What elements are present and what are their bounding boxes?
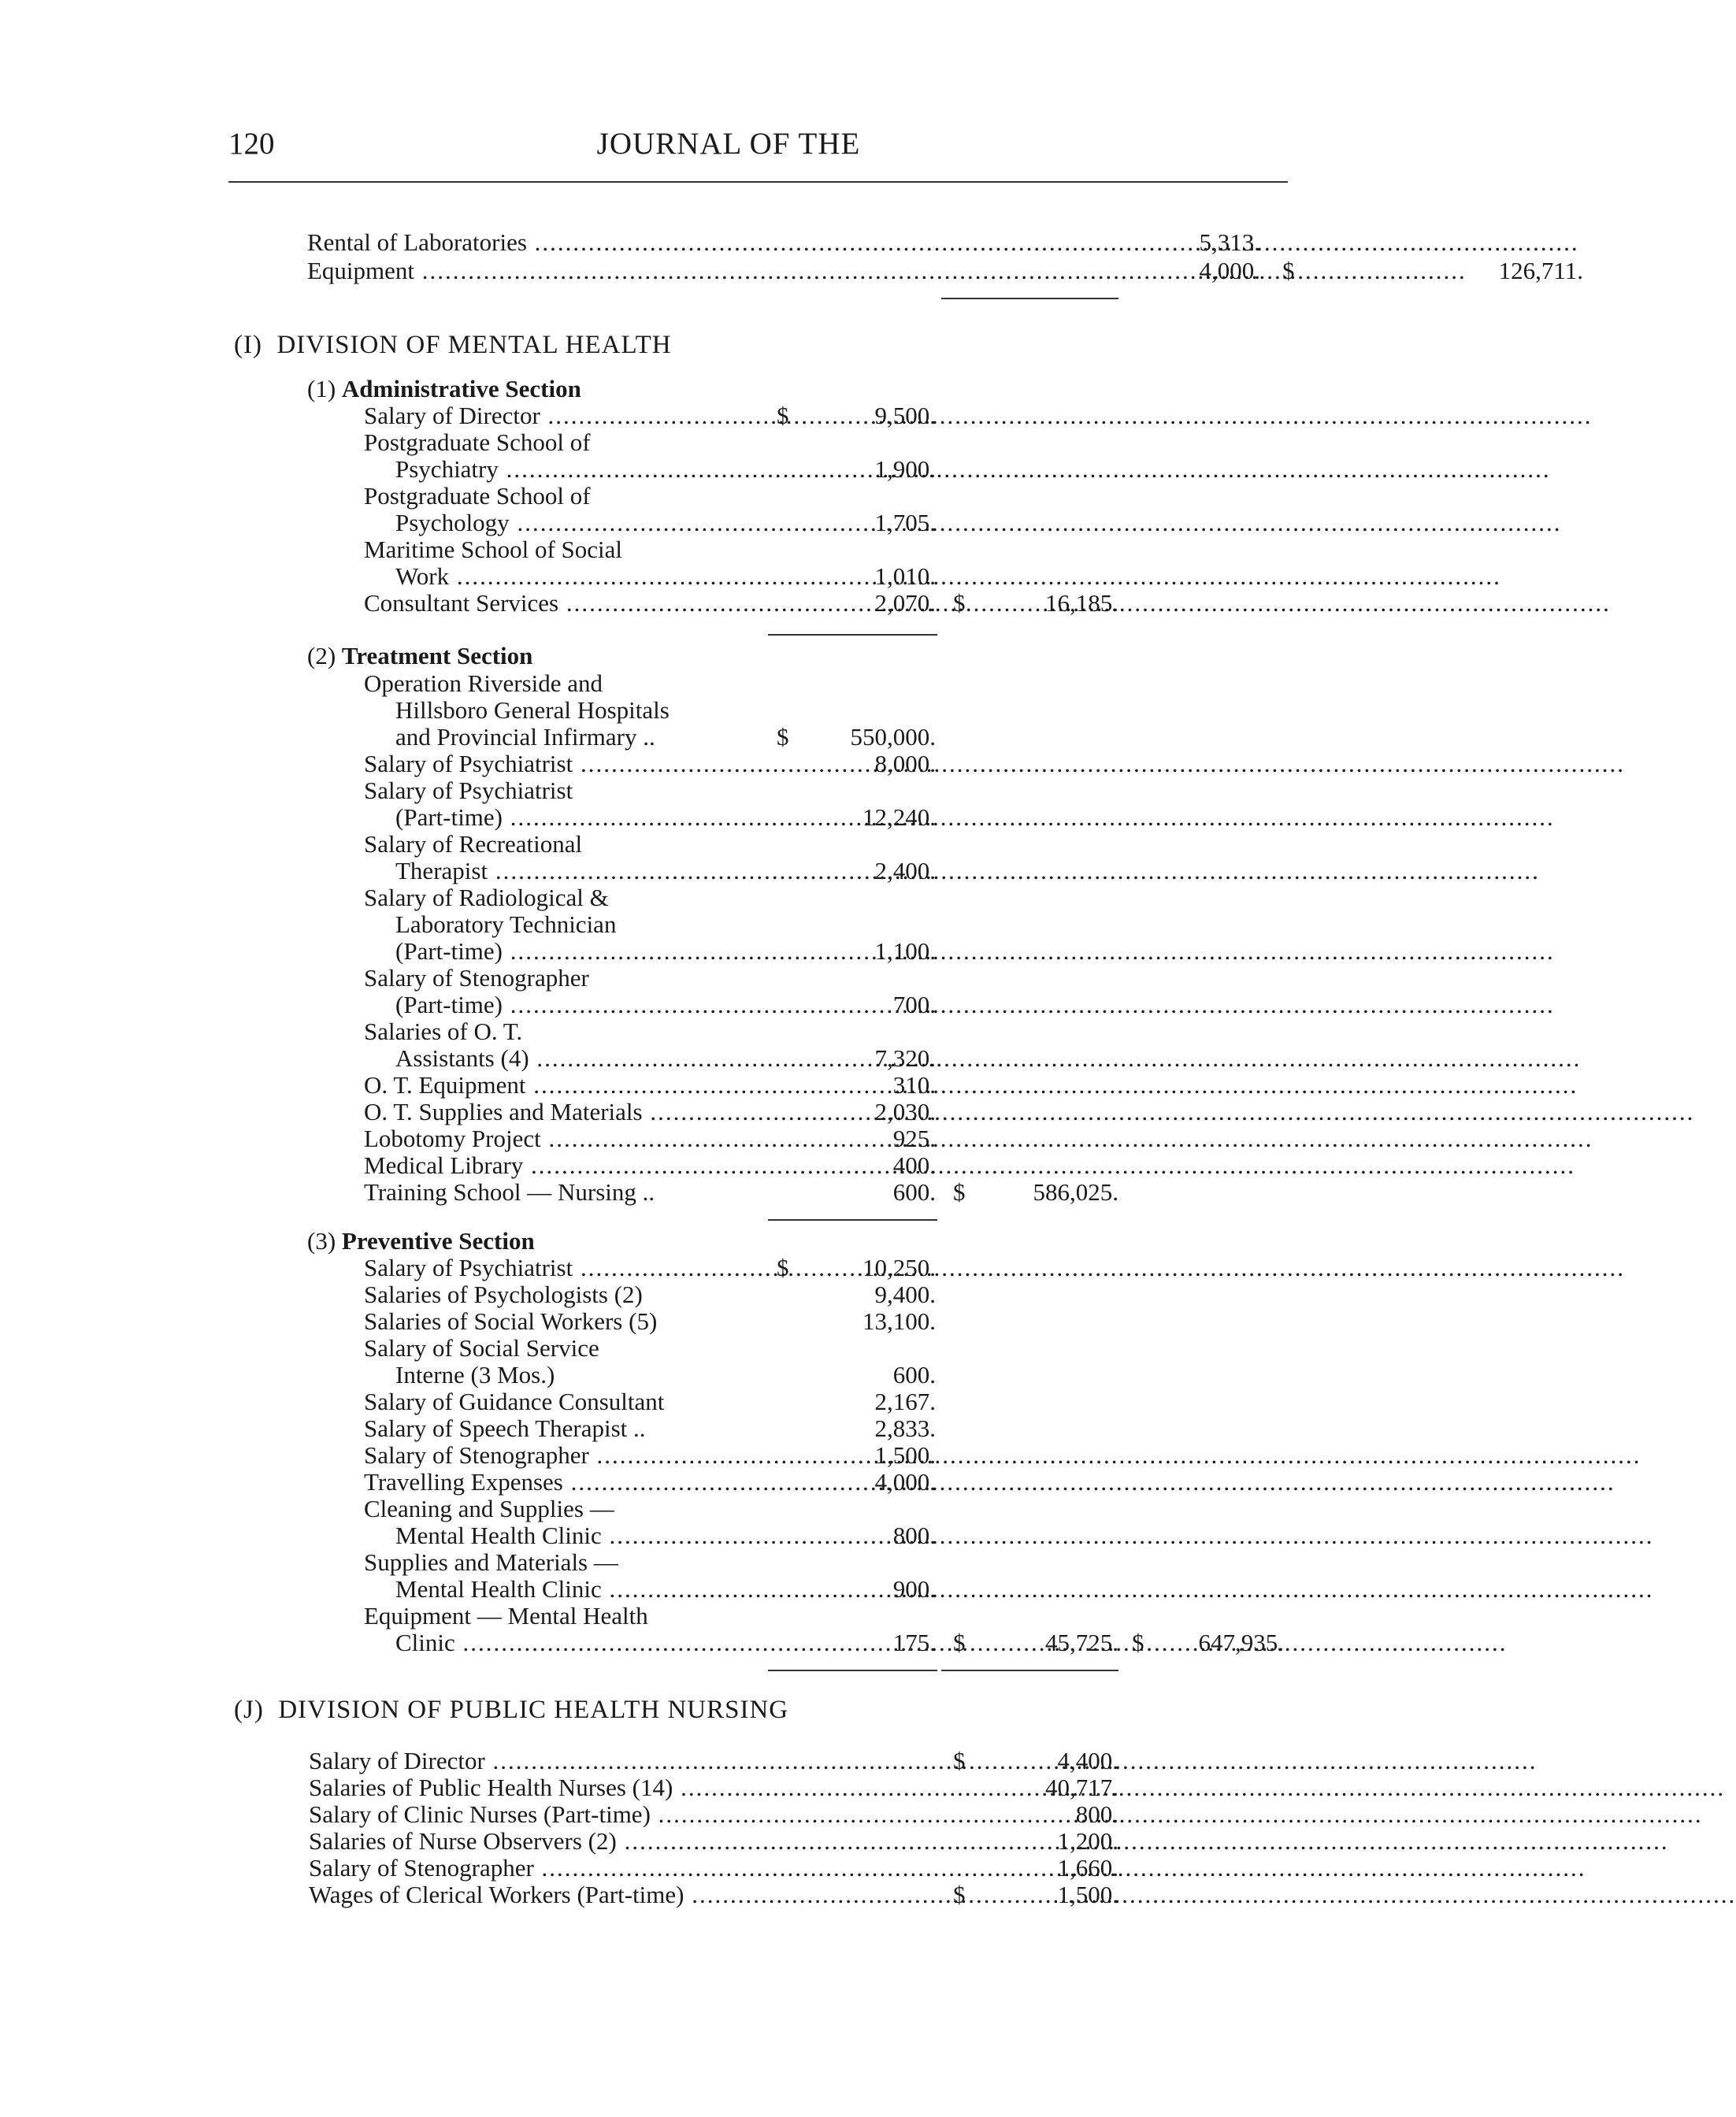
- line-item: [0, 669, 1374, 698]
- line-item-amount: 7,320.: [874, 1044, 936, 1072]
- line-item-label: Salary of Clinic Nurses (Part-time) .....: [309, 1800, 939, 1829]
- division-heading: (J) DIVISION OF PUBLIC HEALTH NURSING: [234, 1696, 789, 1724]
- line-item-amount: 800.: [1075, 1800, 1118, 1828]
- line-item-amount: 2,070.: [874, 589, 936, 617]
- line-item-label: Salary of Psychiatrist .....: [364, 750, 762, 778]
- line-item-label: Hillsboro General Hospitals: [395, 696, 670, 724]
- line-item: [0, 1334, 1374, 1363]
- dollar-sign: $: [953, 1881, 966, 1908]
- line-item-label: Psychiatry .....: [395, 455, 762, 484]
- line-item-label: Salaries of O. T.: [364, 1018, 523, 1045]
- line-item: [0, 750, 1374, 778]
- dollar-sign: $: [953, 589, 966, 617]
- header-rule: [228, 181, 1288, 183]
- line-item-label: Medical Library .....: [364, 1151, 762, 1180]
- line-item: [0, 1441, 1374, 1470]
- line-item-label: Training School — Nursing ..: [364, 1178, 655, 1206]
- line-item: [0, 723, 1374, 751]
- line-item-label: Salary of Stenographer .....: [309, 1854, 939, 1882]
- dollar-sign: $: [953, 1629, 966, 1656]
- line-item: [0, 1414, 1374, 1443]
- line-item-amount: 2,030.: [874, 1098, 936, 1125]
- dollar-sign: $: [953, 1178, 966, 1206]
- line-item-label: Consultant Services .....: [364, 589, 762, 617]
- line-item: [0, 830, 1374, 858]
- line-item-label: Salary of Recreational: [364, 830, 583, 858]
- line-item-label: Maritime School of Social: [364, 536, 623, 563]
- line-item-label: Mental Health Clinic .....: [395, 1522, 773, 1550]
- line-item: [0, 857, 1374, 885]
- line-item-amount: 10,250.: [862, 1254, 936, 1281]
- subtotal-rule: [941, 298, 1118, 299]
- line-item: [0, 964, 1374, 992]
- line-item-label: (Part-time) .....: [395, 937, 762, 966]
- line-item-label: Salary of Psychiatrist: [364, 777, 573, 804]
- line-item: [0, 937, 1374, 966]
- line-item-amount: 9,500.: [874, 402, 936, 429]
- line-item: [0, 1044, 1374, 1073]
- line-item-amount: 550,000.: [850, 723, 936, 751]
- line-item-label: Mental Health Clinic .....: [395, 1575, 773, 1604]
- dollar-sign: $: [777, 1254, 789, 1281]
- line-item: [0, 696, 1374, 725]
- line-item-label: Psychology .....: [395, 509, 762, 537]
- line-item: Equipment ..... 4,000. $ 126,711.: [307, 257, 1276, 285]
- line-item-label: Salary of Radiological &: [364, 884, 609, 911]
- line-item: [0, 1098, 1374, 1126]
- line-item-label: Cleaning and Supplies —: [364, 1495, 614, 1522]
- line-item-label: Salaries of Nurse Observers (2) .....: [309, 1827, 939, 1856]
- line-item-label: Salaries of Psychologists (2): [364, 1281, 643, 1308]
- line-item-label: Salaries of Public Health Nurses (14) .....: [309, 1774, 939, 1802]
- line-item: [0, 803, 1374, 832]
- line-item-label: Postgraduate School of: [364, 428, 591, 456]
- line-item: [0, 1548, 1374, 1577]
- line-item: [0, 1125, 1374, 1153]
- section-heading: (2) Treatment Section: [307, 642, 533, 669]
- line-item-label: Salary of Director .....: [364, 402, 762, 430]
- line-item: [0, 1468, 1374, 1496]
- line-item-amount: 600.: [892, 1361, 936, 1388]
- line-item-amount: 9,400.: [874, 1281, 936, 1308]
- line-item-amount: 1,705.: [874, 509, 936, 536]
- line-item: [0, 402, 1374, 430]
- line-item-amount: 1,660.: [1057, 1854, 1118, 1882]
- line-item-label: Salaries of Social Workers (5): [364, 1307, 658, 1335]
- line-item-amount: 4,400.: [1057, 1747, 1118, 1774]
- line-item: [0, 1281, 1374, 1309]
- line-item-label: Travelling Expenses .....: [364, 1468, 773, 1496]
- line-item-amount: 600.: [892, 1178, 936, 1206]
- line-item-amount: 1,200.: [1057, 1827, 1118, 1855]
- line-item: [0, 1018, 1374, 1046]
- section-heading: (3) Preventive Section: [307, 1227, 535, 1255]
- line-item: [0, 1388, 1374, 1416]
- line-item-label: and Provincial Infirmary ..: [395, 723, 655, 751]
- line-item: [0, 536, 1374, 564]
- section-total: 45,725.: [1045, 1629, 1118, 1656]
- line-item-label: Supplies and Materials —: [364, 1548, 618, 1576]
- line-item-amount: 1,100.: [874, 937, 936, 965]
- section-total: 586,025.: [1033, 1178, 1118, 1206]
- line-item-label: O. T. Equipment .....: [364, 1071, 762, 1099]
- line-item: [0, 1178, 1374, 1207]
- line-item-label: Salary of Guidance Consultant: [364, 1388, 665, 1415]
- line-item-amount: 1,500.: [1057, 1881, 1118, 1908]
- subtotal-rule: [768, 1670, 937, 1671]
- line-item-amount: 8,000.: [874, 750, 936, 777]
- dollar-sign: $: [777, 402, 789, 429]
- line-item: Rental of Laboratories ..... 5,313.: [307, 228, 1276, 257]
- line-item-label: Salary of Director .....: [309, 1747, 939, 1775]
- line-item-label: Salary of Speech Therapist ..: [364, 1414, 646, 1442]
- line-item: [0, 562, 1374, 591]
- line-item-amount: 925.: [892, 1125, 936, 1152]
- line-item: [0, 482, 1374, 510]
- line-item-amount: 400.: [892, 1151, 936, 1179]
- line-item-amount: 13,100.: [862, 1307, 936, 1335]
- line-item-amount: 1,900.: [874, 455, 936, 483]
- line-item: [0, 1307, 1374, 1336]
- line-item: [0, 1881, 1374, 1909]
- line-item-amount: 2,400.: [874, 857, 936, 884]
- line-item-amount: 1,010.: [874, 562, 936, 590]
- line-item-label: Salary of Psychiatrist .....: [364, 1254, 773, 1282]
- line-item: [0, 1151, 1374, 1180]
- line-item-label: Salary of Stenographer: [364, 964, 589, 992]
- line-item-label: Clinic .....: [395, 1629, 773, 1657]
- section-total: 16,185.: [1045, 589, 1118, 617]
- line-item-amount: 175.: [892, 1629, 936, 1656]
- line-item: [0, 1361, 1374, 1389]
- line-item-label: Salary of Stenographer .....: [364, 1441, 773, 1470]
- line-item: [0, 1629, 1374, 1657]
- line-item: [0, 455, 1374, 484]
- line-item-label: Therapist .....: [395, 857, 762, 885]
- line-item-label: Laboratory Technician: [395, 910, 617, 938]
- line-item: [0, 1495, 1374, 1523]
- line-item: [0, 1602, 1374, 1630]
- line-item-amount: 2,167.: [874, 1388, 936, 1415]
- line-item-label: O. T. Supplies and Materials .....: [364, 1098, 762, 1126]
- subtotal-rule: [768, 634, 937, 636]
- line-item-label: Assistants (4) .....: [395, 1044, 762, 1073]
- line-item-amount: 900.: [892, 1575, 936, 1603]
- line-item: [0, 1800, 1374, 1829]
- line-item: [0, 509, 1374, 537]
- page-number: 120: [228, 127, 275, 161]
- line-item: [0, 991, 1374, 1019]
- line-item-amount: 1,500.: [874, 1441, 936, 1469]
- line-item: [0, 1747, 1374, 1775]
- line-item-amount: 2,833.: [874, 1414, 936, 1442]
- line-item: [0, 1774, 1374, 1802]
- line-item: [0, 589, 1374, 617]
- line-item-amount: 12,240.: [862, 803, 936, 831]
- line-item-label: (Part-time) .....: [395, 991, 762, 1019]
- line-item-label: Operation Riverside and: [364, 669, 603, 697]
- line-item-label: Work .....: [395, 562, 762, 591]
- line-item-amount: 4,000.: [874, 1468, 936, 1496]
- line-item-amount: 800.: [892, 1522, 936, 1549]
- line-item: [0, 1254, 1374, 1282]
- subtotal-rule: [768, 1219, 937, 1221]
- page-header: [197, 126, 1260, 173]
- line-item-label: Postgraduate School of: [364, 482, 591, 510]
- running-title: JOURNAL OF THE: [596, 127, 861, 161]
- line-item-label: Interne (3 Mos.): [395, 1361, 555, 1388]
- line-item-label: Lobotomy Project .....: [364, 1125, 762, 1153]
- section-heading: (1) Administrative Section: [307, 375, 581, 402]
- line-item-amount: 700.: [892, 991, 936, 1018]
- dollar-sign: $: [777, 723, 789, 751]
- line-item-label: Salary of Social Service: [364, 1334, 599, 1362]
- line-item: [0, 1575, 1374, 1604]
- line-item-label: Equipment — Mental Health: [364, 1602, 648, 1629]
- line-item: [0, 1854, 1374, 1882]
- line-item: [0, 884, 1374, 912]
- line-item-amount: 310.: [892, 1071, 936, 1099]
- line-item: [0, 1071, 1374, 1099]
- line-item-label: Wages of Clerical Workers (Part-time) .....: [309, 1881, 939, 1909]
- line-item-amount: 40,717.: [1045, 1774, 1118, 1801]
- line-item: [0, 777, 1374, 805]
- line-item-label: (Part-time) .....: [395, 803, 762, 832]
- subtotal-rule: [941, 1670, 1118, 1671]
- division-total: 647,935.: [1198, 1629, 1284, 1656]
- dollar-sign: $: [1132, 1629, 1144, 1656]
- line-item: [0, 1827, 1374, 1856]
- dollar-sign: $: [953, 1747, 966, 1774]
- line-item: [0, 1522, 1374, 1550]
- division-heading: (I) DIVISION OF MENTAL HEALTH: [234, 331, 672, 359]
- line-item: [0, 428, 1374, 457]
- line-item: [0, 910, 1374, 939]
